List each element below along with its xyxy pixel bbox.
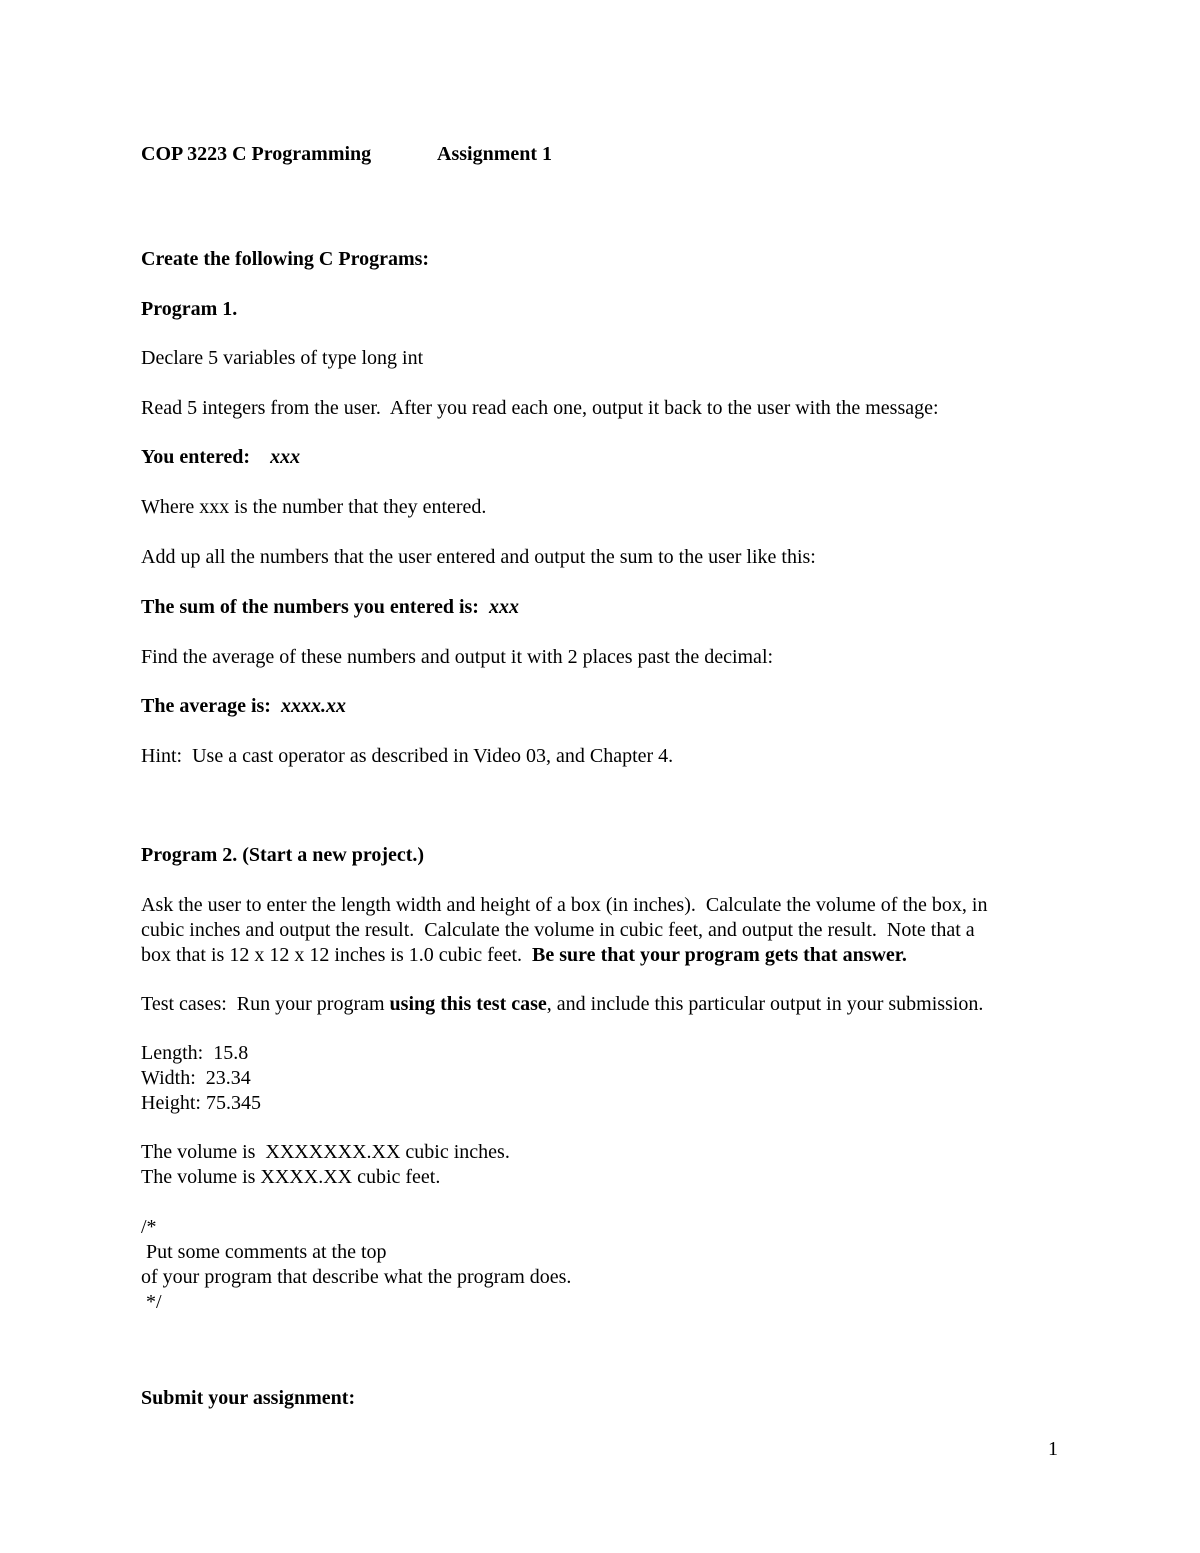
average-label: The average is: — [141, 695, 271, 717]
height-line: Height: 75.345 — [141, 1092, 261, 1114]
program2-heading: Program 2. (Start a new project.) — [141, 844, 425, 866]
page-number: 1 — [1048, 1438, 1058, 1460]
program2-para-line2: cubic inches and output the result. Calculate the volume in cubic feet, and output the result. Note that a — [141, 919, 975, 941]
program1-read: Read 5 integers from the user. After you read each one, output it back to the user with the message: — [141, 397, 939, 419]
sum-line — [141, 595, 519, 620]
comment-close: */ — [141, 1291, 162, 1313]
para-line3-bold: Be sure that your program gets that answer. — [532, 944, 907, 966]
average-line — [141, 694, 346, 719]
program1-heading: Program 1. — [141, 298, 238, 320]
program2-para-line3 — [141, 943, 907, 968]
program1-declare: Declare 5 variables of type long int — [141, 347, 424, 369]
program1-hint: Hint: Use a cast operator as described in Video 03, and Chapter 4. — [141, 745, 674, 767]
intro-heading: Create the following C Programs: — [141, 248, 430, 270]
program1-add-up: Add up all the numbers that the user entered and output the sum to the user like this: — [141, 546, 816, 568]
test-end: , and include this particular output in your submission. — [546, 993, 984, 1015]
length-line: Length: 15.8 — [141, 1042, 249, 1064]
program1-find-average: Find the average of these numbers and output it with 2 places past the decimal: — [141, 646, 774, 668]
program2-para-line1: Ask the user to enter the length width and height of a box (in inches). Calculate the volume of the box, in — [141, 894, 988, 916]
test-cases-line — [141, 992, 983, 1017]
you-entered-label: You entered: — [141, 446, 251, 468]
comment-line1: Put some comments at the top — [141, 1241, 387, 1263]
comment-open: /* — [141, 1216, 157, 1238]
submit-heading: Submit your assignment: — [141, 1387, 356, 1409]
program1-where: Where xxx is the number that they entered. — [141, 496, 487, 518]
sum-label: The sum of the numbers you entered is: — [141, 596, 479, 618]
test-bold: using this test case — [389, 993, 547, 1015]
para-line3-start: box that is 12 x 12 x 12 inches is 1.0 cubic feet. — [141, 944, 533, 966]
assignment-title: Assignment 1 — [437, 143, 553, 165]
sum-value: xxx — [488, 596, 519, 618]
volume-inches-line: The volume is XXXXXXX.XX cubic inches. — [141, 1141, 510, 1163]
test-start: Test cases: Run your program — [141, 993, 390, 1015]
course-title: COP 3223 C Programming — [141, 143, 372, 165]
width-line: Width: 23.34 — [141, 1067, 251, 1089]
you-entered-line — [141, 445, 300, 470]
average-value: xxxx.xx — [280, 695, 346, 717]
volume-feet-line: The volume is XXXX.XX cubic feet. — [141, 1166, 441, 1188]
comment-line2: of your program that describe what the program does. — [141, 1266, 572, 1288]
you-entered-value: xxx — [270, 446, 301, 468]
